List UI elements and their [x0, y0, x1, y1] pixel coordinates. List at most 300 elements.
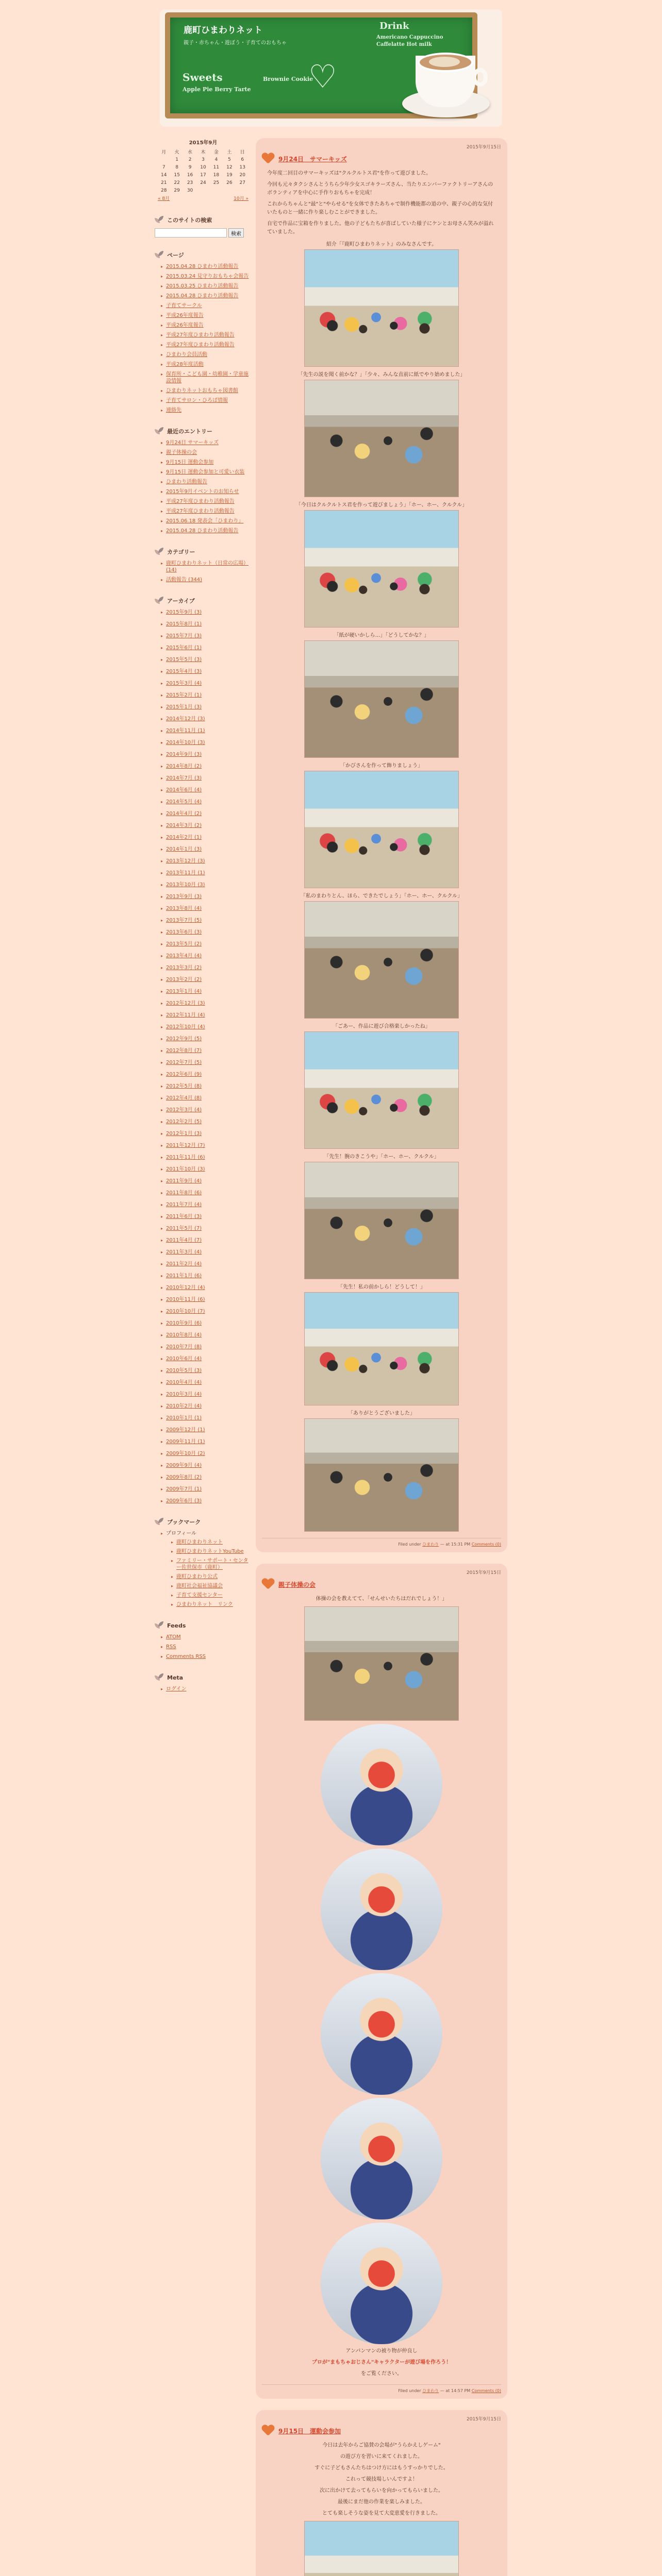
list-item: [162, 322, 253, 329]
list-item-link[interactable]: ひまわり会員活動: [166, 352, 207, 358]
sidebar: [155, 138, 253, 1706]
list-item-link[interactable]: 2009年7月 (1): [166, 1486, 202, 1492]
list-item-link[interactable]: 2015.03.25 ひまわり活動報告: [166, 283, 239, 289]
list-item-link[interactable]: 2011年6月 (3): [166, 1214, 202, 1219]
list-item-link[interactable]: 2014年12月 (3): [166, 716, 205, 722]
post: [256, 138, 507, 1552]
heart-icon: [262, 153, 274, 164]
list-item-link[interactable]: 2010年1月 (1): [166, 1415, 202, 1421]
list-item-link[interactable]: 2010年12月 (4): [166, 1285, 205, 1291]
list-item-link[interactable]: 2009年12月 (1): [166, 1427, 205, 1433]
post-paragraph: これからちゃんと"最"と"やらせる"を女体できたあちゃで制作機能都の道の中、親子の心的な気付いたものと一緒に作り楽しむことができました。: [267, 201, 493, 215]
list-item: [162, 870, 253, 876]
calendar-days: [158, 156, 249, 194]
post-photo[interactable]: [304, 1031, 459, 1149]
list-item-link[interactable]: 2010年4月 (4): [166, 1380, 202, 1385]
list-item-link[interactable]: 2014年4月 (2): [166, 811, 202, 817]
list-item: [162, 645, 253, 651]
list-item-link[interactable]: 9月15日 運動会参加と可愛い衣装: [166, 469, 245, 475]
list-item: [162, 1284, 253, 1291]
calendar-day: 2: [188, 157, 192, 162]
list-item-link[interactable]: 鹿町ひまわりネット（日常の広場）(14): [166, 561, 249, 573]
meta-widget-title: Meta: [167, 1674, 184, 1681]
list-item: [162, 1225, 253, 1232]
list-item-link[interactable]: 2012年11月 (4): [166, 1012, 205, 1018]
recent-entries-list: [155, 439, 253, 534]
calendar-caption: 2015年9月: [189, 140, 218, 146]
list-item-link[interactable]: 2010年7月 (8): [166, 1344, 202, 1350]
list-item-link[interactable]: 2012年12月 (3): [166, 1001, 205, 1006]
list-item-link[interactable]: 保育所・こども園・幼稚園・学童施設情報: [166, 371, 249, 384]
post-closing: アンパンマンの被り物が仲良し: [345, 2348, 418, 2354]
calendar-day: 21: [160, 180, 167, 185]
list-item: [162, 283, 253, 290]
list-item-link[interactable]: 2014年11月 (1): [166, 728, 205, 734]
list-item: [162, 560, 253, 573]
list-item-link[interactable]: 子育てサロン・ひろば情報: [166, 398, 228, 403]
post-time: 15:31 PM: [451, 1542, 471, 1547]
calendar-day: 3: [202, 157, 205, 162]
list-item-link[interactable]: 2011年11月 (6): [166, 1155, 205, 1160]
list-item: [162, 397, 253, 404]
calendar-day: 5: [227, 157, 231, 162]
list-item-link[interactable]: ファミリー・サポート・センター佐世保市（鹿町）: [176, 1558, 249, 1570]
list-item: [162, 1450, 253, 1457]
list-item-link[interactable]: 2010年2月 (4): [166, 1403, 202, 1409]
list-item-link[interactable]: 2015.04.28 ひまわり活動報告: [166, 264, 239, 269]
list-item-link[interactable]: 親子体操の会: [166, 450, 197, 455]
list-item-link[interactable]: ログイン: [166, 1686, 187, 1692]
list-item-link[interactable]: 平成27年度ひまわり活動報告: [166, 342, 235, 348]
list-item: [162, 1201, 253, 1208]
post-author-link[interactable]: ひまわり: [422, 2388, 439, 2393]
calendar-day: 12: [226, 164, 233, 170]
post-photo[interactable]: [304, 1606, 459, 1721]
calendar-day: 1: [175, 157, 178, 162]
list-item: [172, 1601, 253, 1608]
post-photo-circle[interactable]: [321, 2098, 442, 2219]
list-item-link[interactable]: 鹿町社会福祉協議会: [176, 1583, 223, 1589]
list-item-link[interactable]: 2015.03.24 見守りおもちゃ会報告: [166, 274, 249, 279]
list-item-link[interactable]: 2009年6月 (3): [166, 1498, 202, 1504]
list-item-link[interactable]: 2013年5月 (2): [166, 941, 202, 947]
post-line: これって競技場しいんですよ！: [345, 2477, 418, 2482]
list-item: [162, 917, 253, 924]
calendar-weekday: 金: [213, 150, 219, 155]
coffee-cup-icon: [402, 45, 490, 123]
archives-widget-title: アーカイブ: [167, 598, 195, 604]
photo-caption: 「先生！私の前かしら！どうして！」: [338, 1284, 425, 1290]
list-item: [162, 449, 253, 456]
post-author-link[interactable]: ひまわり: [422, 1542, 439, 1547]
photo-caption: 「紙が硬いかしら…」「どうしてかな？」: [334, 633, 429, 638]
list-item-link[interactable]: 鹿町ひまわりネット: [176, 1539, 223, 1545]
list-item: [162, 342, 253, 348]
recent-widget-title: 最近のエントリー: [167, 428, 212, 435]
calendar-weekday: 土: [227, 150, 232, 155]
list-item-link[interactable]: 2013年3月 (2): [166, 965, 202, 971]
list-item-link[interactable]: 2015.04.28 ひまわり活動報告: [166, 528, 239, 534]
calendar-weekday: 水: [188, 150, 193, 155]
list-item-link[interactable]: 子育て支援センター: [176, 1592, 223, 1598]
list-item-link[interactable]: 2015年5月 (3): [166, 657, 202, 663]
list-item-link[interactable]: 2012年5月 (8): [166, 1083, 202, 1089]
list-item-link[interactable]: 2010年9月 (6): [166, 1320, 202, 1326]
list-item: [162, 1178, 253, 1184]
list-item-link[interactable]: 2012年1月 (3): [166, 1131, 202, 1137]
list-item-link[interactable]: ひまわりネットおもちゃ図書館: [166, 388, 238, 394]
search-input[interactable]: [155, 228, 227, 238]
list-item-link[interactable]: 2014年6月 (4): [166, 787, 202, 793]
list-item: [162, 787, 253, 793]
list-item: [162, 1083, 253, 1090]
list-item-link[interactable]: 2015年7月 (3): [166, 633, 202, 639]
post-photo-circle[interactable]: [321, 1973, 442, 2095]
list-item-link[interactable]: 2013年7月 (5): [166, 918, 202, 923]
post-line: の遊び方を習いに来てくれました。: [340, 2454, 423, 2460]
post-photo[interactable]: [304, 1292, 459, 1405]
meta-list: [155, 1686, 253, 1692]
list-item-link[interactable]: 2014年2月 (1): [166, 835, 202, 840]
list-item: [162, 1142, 253, 1149]
list-item-link[interactable]: 2014年5月 (4): [166, 799, 202, 805]
post-line: 次に出かけて去ってもらいを向かってもらいました。: [320, 2488, 443, 2494]
list-item-link[interactable]: 9月24日 サマーキッズ: [166, 440, 219, 446]
leaf-icon: [155, 597, 164, 605]
list-item-link[interactable]: 2015年6月 (1): [166, 645, 202, 651]
list-item: [162, 1391, 253, 1398]
archives-list: [155, 609, 253, 1504]
list-item: [162, 1379, 253, 1386]
list-item-link[interactable]: 2013年2月 (2): [166, 977, 202, 982]
list-item: [162, 1095, 253, 1101]
list-item-link[interactable]: 2011年9月 (4): [166, 1178, 202, 1184]
post-comments-link[interactable]: Comments (0): [471, 1542, 501, 1547]
list-item-link[interactable]: 2015年9月イベントのお知らせ: [166, 489, 239, 495]
list-item-link[interactable]: 2014年3月 (2): [166, 823, 202, 828]
list-item: [162, 302, 253, 309]
list-item-link[interactable]: 2013年11月 (1): [166, 870, 205, 876]
list-item-link[interactable]: 2012年2月 (5): [166, 1119, 202, 1125]
calendar-day: 25: [213, 180, 220, 185]
photo-caption: 「ありがとうございました」: [348, 1411, 415, 1416]
list-item-link[interactable]: 9月15日 運動会参加: [166, 460, 214, 465]
meta-widget: [155, 1673, 253, 1692]
list-item: [162, 1047, 253, 1054]
search-button[interactable]: 検索: [228, 228, 244, 238]
categories-widget-title: カテゴリー: [167, 549, 195, 555]
archives-widget: [155, 597, 253, 1504]
list-item-link[interactable]: 2010年3月 (4): [166, 1392, 202, 1397]
chalk-heart-icon: ♡: [308, 58, 337, 95]
list-item: [162, 1000, 253, 1007]
list-item: [162, 1438, 253, 1445]
list-item-link[interactable]: 2015年9月 (3): [166, 609, 202, 615]
list-item: [162, 528, 253, 534]
list-item-link[interactable]: ひまわり活動報告: [166, 479, 207, 485]
calendar-day: [197, 187, 209, 194]
list-item: [162, 1686, 253, 1692]
list-item-link[interactable]: 2013年12月 (3): [166, 858, 205, 864]
list-item: [162, 1024, 253, 1030]
list-item: [162, 273, 253, 280]
list-item-link[interactable]: 2012年7月 (5): [166, 1060, 202, 1065]
list-item: [162, 1012, 253, 1019]
list-item-link[interactable]: 2010年6月 (4): [166, 1356, 202, 1362]
list-item-link[interactable]: 2015年3月 (4): [166, 681, 202, 686]
post-closing-highlight: プロが"まもちゃおじさん"キャラクターが遊び場を作ろう！: [311, 2360, 452, 2365]
site-header: [160, 9, 502, 127]
calendar-day: 8: [175, 164, 178, 170]
list-item: [162, 1059, 253, 1066]
calendar-day: 6: [241, 157, 244, 162]
list-item-link[interactable]: 2010年11月 (6): [166, 1297, 205, 1302]
calendar-day: 29: [174, 188, 180, 193]
list-item-link[interactable]: 2012年10月 (4): [166, 1024, 205, 1030]
list-item: [162, 1154, 253, 1161]
list-item: [162, 1213, 253, 1220]
leaf-icon: [155, 427, 164, 435]
list-item-link[interactable]: 2011年7月 (4): [166, 1202, 202, 1208]
leaf-icon: [155, 1673, 164, 1682]
list-item: [162, 577, 253, 583]
list-item: [162, 964, 253, 971]
post-photo[interactable]: [304, 2521, 459, 2576]
list-item-link[interactable]: 2011年3月 (4): [166, 1249, 202, 1255]
post-meta: [262, 2384, 501, 2394]
list-item-link[interactable]: 2011年1月 (6): [166, 1273, 202, 1279]
list-item-link[interactable]: 平成27年度ひまわり活動報告: [166, 332, 235, 338]
list-item-link[interactable]: Comments RSS: [166, 1654, 206, 1659]
list-item: [162, 1355, 253, 1362]
list-item-link[interactable]: 2009年10月 (2): [166, 1451, 205, 1456]
list-item-link[interactable]: 2011年8月 (6): [166, 1190, 202, 1196]
list-item-link[interactable]: 2013年6月 (3): [166, 929, 202, 935]
list-item-link[interactable]: 2013年1月 (4): [166, 989, 202, 994]
list-item-link[interactable]: 2010年8月 (4): [166, 1332, 202, 1338]
post-photo[interactable]: [304, 249, 459, 367]
list-item: [162, 439, 253, 446]
list-item-link[interactable]: 鹿町ひまわり公式: [176, 1574, 218, 1580]
calendar-day: [158, 156, 170, 163]
list-item-link[interactable]: 2009年11月 (1): [166, 1439, 205, 1445]
list-item: [162, 727, 253, 734]
site-title[interactable]: 鹿町ひまわりネット: [184, 25, 262, 36]
list-item-link[interactable]: 子育てサークル: [166, 303, 202, 309]
calendar-day: 20: [239, 172, 245, 178]
list-item: [162, 763, 253, 770]
calendar-day: 23: [187, 180, 193, 185]
list-item: [162, 371, 253, 384]
list-item: [162, 1166, 253, 1173]
list-item-link[interactable]: 2010年10月 (7): [166, 1309, 205, 1314]
calendar-weekday: 月: [161, 150, 167, 155]
list-item: [162, 716, 253, 722]
list-item-link[interactable]: 2011年4月 (7): [166, 1238, 202, 1243]
calendar-day: 26: [226, 180, 233, 185]
post-paragraph: 今年度二回目のサマーキッズは"クルクルトス君"を作って遊びました。: [267, 171, 432, 176]
post-meta-label: Filed under: [398, 1542, 421, 1547]
chalk-sweets-title: Sweets: [183, 71, 223, 83]
list-item: [162, 882, 253, 888]
list-item-link[interactable]: 平成26年度報告: [166, 323, 204, 328]
post-line: 今日は去年からご協賛の会場が"うらかえしゲーム": [322, 2443, 441, 2448]
list-item: [162, 609, 253, 616]
list-item-link[interactable]: 平成26年度報告: [166, 313, 204, 318]
bookmark-group: [162, 1530, 253, 1608]
calendar-day: [210, 187, 222, 194]
list-item: [162, 656, 253, 663]
list-item-link[interactable]: 2015年1月 (3): [166, 704, 202, 710]
list-item-link[interactable]: 2011年5月 (7): [166, 1226, 202, 1231]
bookmark-sublist: [166, 1539, 253, 1608]
photo-caption: 「私のまわりとん、ほら、できたでしょう」「ホー、ホー、クルクル」: [301, 893, 462, 899]
post-date: 2015年9月15日: [466, 1570, 501, 1575]
list-item-link[interactable]: ATOM: [166, 1634, 181, 1640]
list-item-link[interactable]: 2013年4月 (4): [166, 953, 202, 959]
list-item: [162, 1237, 253, 1244]
list-item: [162, 834, 253, 841]
pages-list: [155, 263, 253, 414]
bookmark-group-label: プロフィール: [166, 1531, 196, 1536]
calendar-prev-link[interactable]: « 8月: [158, 196, 170, 201]
list-item-link[interactable]: 2015年2月 (1): [166, 692, 202, 698]
list-item-link[interactable]: 2009年8月 (2): [166, 1475, 202, 1480]
list-item: [162, 941, 253, 947]
list-item-link[interactable]: 2009年9月 (4): [166, 1463, 202, 1468]
list-item-link[interactable]: 鹿町ひまわりネットYouTube: [176, 1549, 244, 1554]
list-item: [172, 1573, 253, 1580]
list-item: [162, 459, 253, 466]
list-item-link[interactable]: 2011年12月 (7): [166, 1143, 205, 1148]
list-item-link[interactable]: 2012年8月 (7): [166, 1048, 202, 1054]
list-item: [162, 1036, 253, 1042]
list-item-link[interactable]: 活動報告 (344): [166, 577, 203, 583]
feeds-widget-title: Feeds: [167, 1622, 186, 1629]
list-item-link[interactable]: 2014年7月 (3): [166, 775, 202, 781]
calendar-day: 4: [214, 157, 218, 162]
list-item-link[interactable]: 連絡先: [166, 408, 181, 413]
list-item-link[interactable]: 2014年9月 (3): [166, 752, 202, 757]
list-item-link[interactable]: 平成27年度ひまわり活動報告: [166, 509, 235, 514]
list-item-link[interactable]: 2013年10月 (3): [166, 882, 205, 888]
list-item-link[interactable]: 2015年4月 (3): [166, 669, 202, 674]
list-item-link[interactable]: 2011年10月 (3): [166, 1166, 205, 1172]
list-item-link[interactable]: 2012年4月 (8): [166, 1095, 202, 1101]
list-item-link[interactable]: 2012年6月 (9): [166, 1072, 202, 1077]
list-item: [162, 1320, 253, 1327]
post-photo[interactable]: [304, 640, 459, 758]
list-item-link[interactable]: 2015年8月 (1): [166, 621, 202, 627]
list-item-link[interactable]: 2013年8月 (4): [166, 906, 202, 911]
list-item: [162, 929, 253, 936]
post-time: 14:57 PM: [451, 2388, 471, 2393]
list-item-link[interactable]: 2012年9月 (5): [166, 1036, 202, 1042]
leaf-icon: [155, 251, 164, 259]
list-item: [162, 633, 253, 639]
list-item: [162, 1367, 253, 1374]
post-photo[interactable]: [304, 380, 459, 497]
list-item: [162, 668, 253, 675]
list-item-link[interactable]: 平成28年度活動: [166, 362, 204, 367]
photo-caption: 「先生！腕のきこうや」「ホー、ホー、クルクル」: [324, 1154, 439, 1160]
post-line: とても楽しそうな姿を見て大変恵愛を行きました。: [322, 2511, 441, 2516]
post-photo-circle[interactable]: [321, 1849, 442, 1970]
post-photo[interactable]: [304, 1418, 459, 1532]
leaf-icon: [155, 216, 164, 224]
list-item: [162, 263, 253, 270]
list-item-link[interactable]: 2014年8月 (2): [166, 764, 202, 769]
pages-widget: [155, 251, 253, 414]
calendar-next-link[interactable]: 10月 »: [234, 196, 249, 201]
heart-icon: [262, 2425, 274, 2436]
list-item-link[interactable]: 2012年3月 (4): [166, 1107, 202, 1113]
list-item: [162, 893, 253, 900]
post-photo[interactable]: [304, 510, 459, 628]
list-item: [162, 751, 253, 758]
list-item: [162, 1427, 253, 1433]
post-photo[interactable]: [304, 771, 459, 888]
list-item: [162, 488, 253, 495]
list-item-link[interactable]: 平成27年度ひまわり活動報告: [166, 499, 235, 504]
categories-widget: [155, 548, 253, 583]
list-item-link[interactable]: ひまわりネット リンク: [176, 1602, 233, 1607]
post-photo[interactable]: [304, 1162, 459, 1279]
calendar-day: 18: [213, 172, 220, 178]
calendar-day: 16: [187, 172, 193, 178]
leaf-icon: [155, 1518, 164, 1526]
bookmarks-list: [155, 1530, 253, 1608]
photo-caption: 紹介「『鹿町ひまわりネット』のみなさんです。: [326, 242, 437, 247]
recent-entries-widget: [155, 427, 253, 534]
calendar-weekdays: [158, 148, 249, 155]
pages-widget-title: ページ: [167, 252, 184, 259]
post-date: 2015年9月15日: [466, 2417, 501, 2422]
calendar-day: 9: [188, 164, 192, 170]
list-item: [162, 621, 253, 628]
list-item-link[interactable]: 2014年1月 (3): [166, 846, 202, 852]
search-widget: [155, 216, 253, 238]
list-item-link[interactable]: 2014年10月 (3): [166, 740, 205, 745]
post-photo[interactable]: [304, 901, 459, 1019]
post-title[interactable]: 9月15日 運動会参加: [278, 2427, 341, 2435]
post-photo-circle[interactable]: [321, 1724, 442, 1845]
calendar-day: 27: [239, 180, 245, 185]
list-item-link[interactable]: RSS: [166, 1644, 176, 1650]
list-item: [162, 351, 253, 358]
list-item-link[interactable]: 2015.04.28 ひまわり活動報告: [166, 293, 239, 299]
calendar-weekday: 火: [174, 150, 179, 155]
list-item: [172, 1539, 253, 1546]
calendar-day: 14: [160, 172, 167, 178]
calendar-day: 10: [200, 164, 206, 170]
list-item-link[interactable]: 2010年5月 (3): [166, 1368, 202, 1374]
main-content: [256, 138, 507, 2576]
post-title[interactable]: 9月24日 サマーキッズ: [278, 155, 347, 163]
list-item-link[interactable]: 2013年9月 (3): [166, 894, 202, 900]
calendar-day: [237, 187, 249, 194]
list-item: [162, 1130, 253, 1137]
list-item-link[interactable]: 2015.06.18 発表会「ひまわり」: [166, 518, 244, 524]
post-photo-circle[interactable]: [321, 2223, 442, 2344]
list-item-link[interactable]: 2011年2月 (4): [166, 1261, 202, 1267]
calendar-day: 7: [162, 164, 166, 170]
post-paragraph: 自宅で作品に宝箱を作りました。他の子どもたちが喜ばしていた様子にケンとお母さん笑みが溢れていました。: [267, 221, 494, 235]
bookmarks-widget-title: ブックマーク: [167, 1519, 201, 1526]
post-comments-link[interactable]: Comments (0): [471, 2388, 501, 2393]
post-title[interactable]: 親子体操の会: [278, 1581, 316, 1588]
list-item: [162, 312, 253, 319]
